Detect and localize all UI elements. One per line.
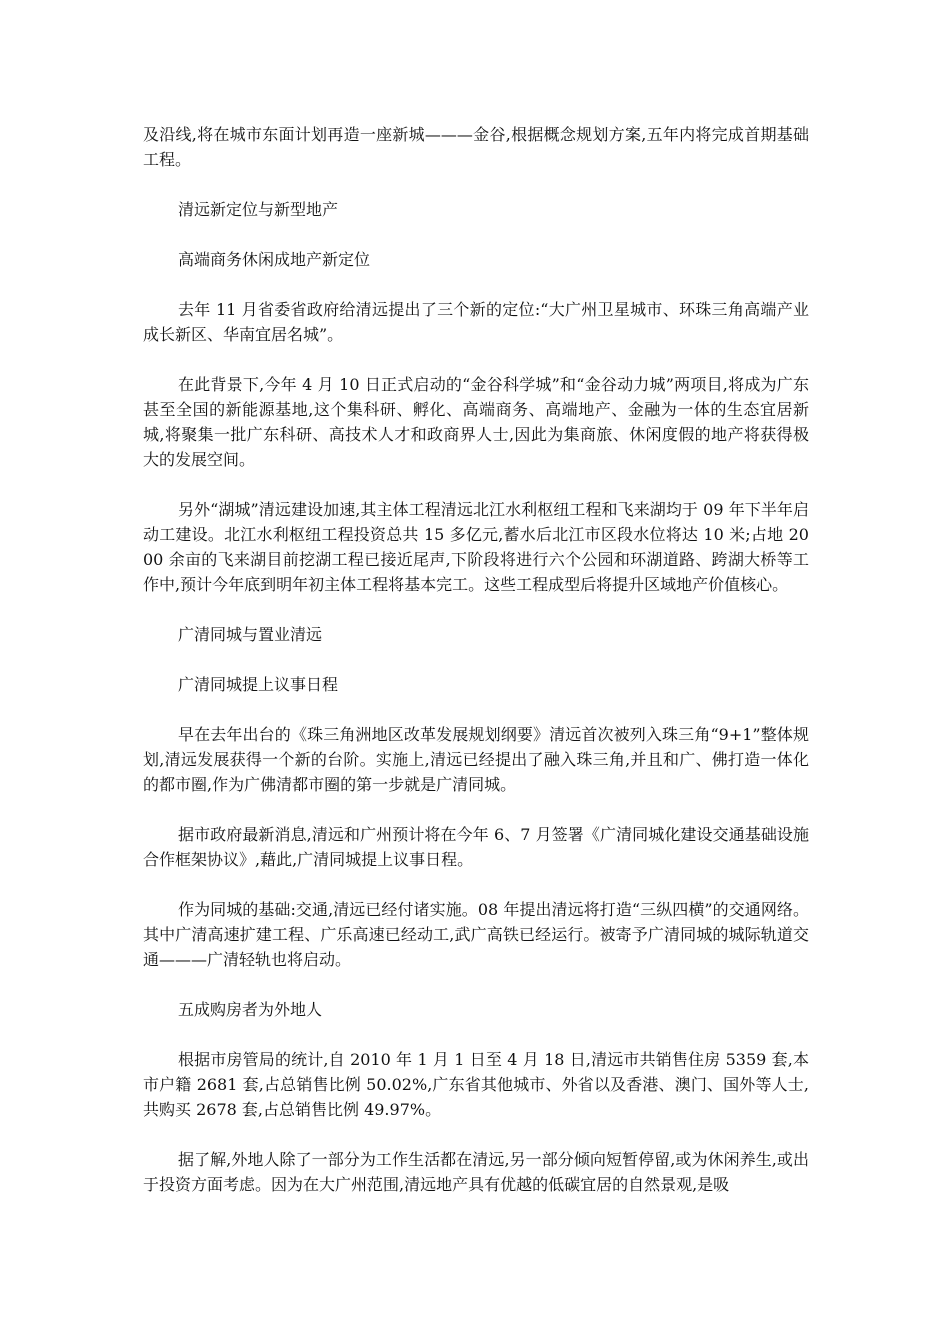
section-heading-new-positioning: 清远新定位与新型地产	[178, 200, 339, 219]
paragraph-jingu-projects: 在此背景下,今年 4 月 10 日正式启动的“金谷科学城”和“金谷动力城”两项目,将成为广东甚至全国的新能源基地,这个集科研、孵化、高端商务、高端地产、金融为一体的生态宜居新城,将聚集一批广东科研、高技术人才和政商界人士,因此为集商旅、休闲度假的地产将获得极大的发展空间。	[143, 375, 809, 469]
paragraph-agreement: 据市政府最新消息,清远和广州预计将在今年 6、7 月签署《广清同城化建设交通基础设施合作框架协议》,藉此,广清同城提上议事日程。	[143, 825, 809, 869]
paragraph-three-positions: 去年 11 月省委省政府给清远提出了三个新的定位:“大广州卫星城市、环珠三角高端产业成长新区、华南宜居名城”。	[143, 300, 809, 344]
subheading-buyers: 五成购房者为外地人	[178, 1000, 323, 1019]
subheading-agenda: 广清同城提上议事日程	[178, 675, 339, 694]
document-page	[143, 122, 809, 1222]
paragraph-statistics: 根据市房管局的统计,自 2010 年 1 月 1 日至 4 月 18 日,清远市共销售住房 5359 套,本市户籍 2681 套,占总销售比例 50.02%,广东省其他城市、外省以及香港、澳门、国外等人士,共购买 2678 套,占总销售比例 49.97%。	[143, 1050, 809, 1119]
paragraph-outsiders: 据了解,外地人除了一部分为工作生活都在清远,另一部分倾向短暂停留,或为休闲养生,或出于投资方面考虑。因为在大广州范围,清远地产具有优越的低碳宜居的自然景观,是吸	[143, 1150, 809, 1194]
paragraph-transport: 作为同城的基础:交通,清远已经付诸实施。08 年提出清远将打造“三纵四横”的交通网络。其中广清高速扩建工程、广乐高速已经动工,武广高铁已经运行。被寄予广清同城的城际轨道交通———广清轻轨也将启动。	[143, 900, 809, 969]
paragraph-lake-city: 另外“湖城”清远建设加速,其主体工程清远北江水利枢纽工程和飞来湖均于 09 年下半年启动工建设。北江水利枢纽工程投资总共 15 多亿元,蓄水后北江市区段水位将达 10 米;占地 2000 余亩的飞来湖目前挖湖工程已接近尾声,下阶段将进行六个公园和环湖道路、跨湖大桥等工作中,预计今年底到明年初主体工程将基本完工。这些工程成型后将提升区域地产价值核心。	[143, 500, 809, 594]
paragraph-intro-continuation: 及沿线,将在城市东面计划再造一座新城———金谷,根据概念规划方案,五年内将完成首期基础工程。	[143, 125, 809, 169]
subheading-high-end-leisure: 高端商务休闲成地产新定位	[178, 250, 371, 269]
paragraph-prd-plan: 早在去年出台的《珠三角洲地区改革发展规划纲要》清远首次被列入珠三角“9+1”整体规划,清远发展获得一个新的台阶。实施上,清远已经提出了融入珠三角,并且和广、佛打造一体化的都市圈,作为广佛清都市圈的第一步就是广清同城。	[143, 725, 809, 794]
section-heading-guangqing: 广清同城与置业清远	[178, 625, 323, 644]
